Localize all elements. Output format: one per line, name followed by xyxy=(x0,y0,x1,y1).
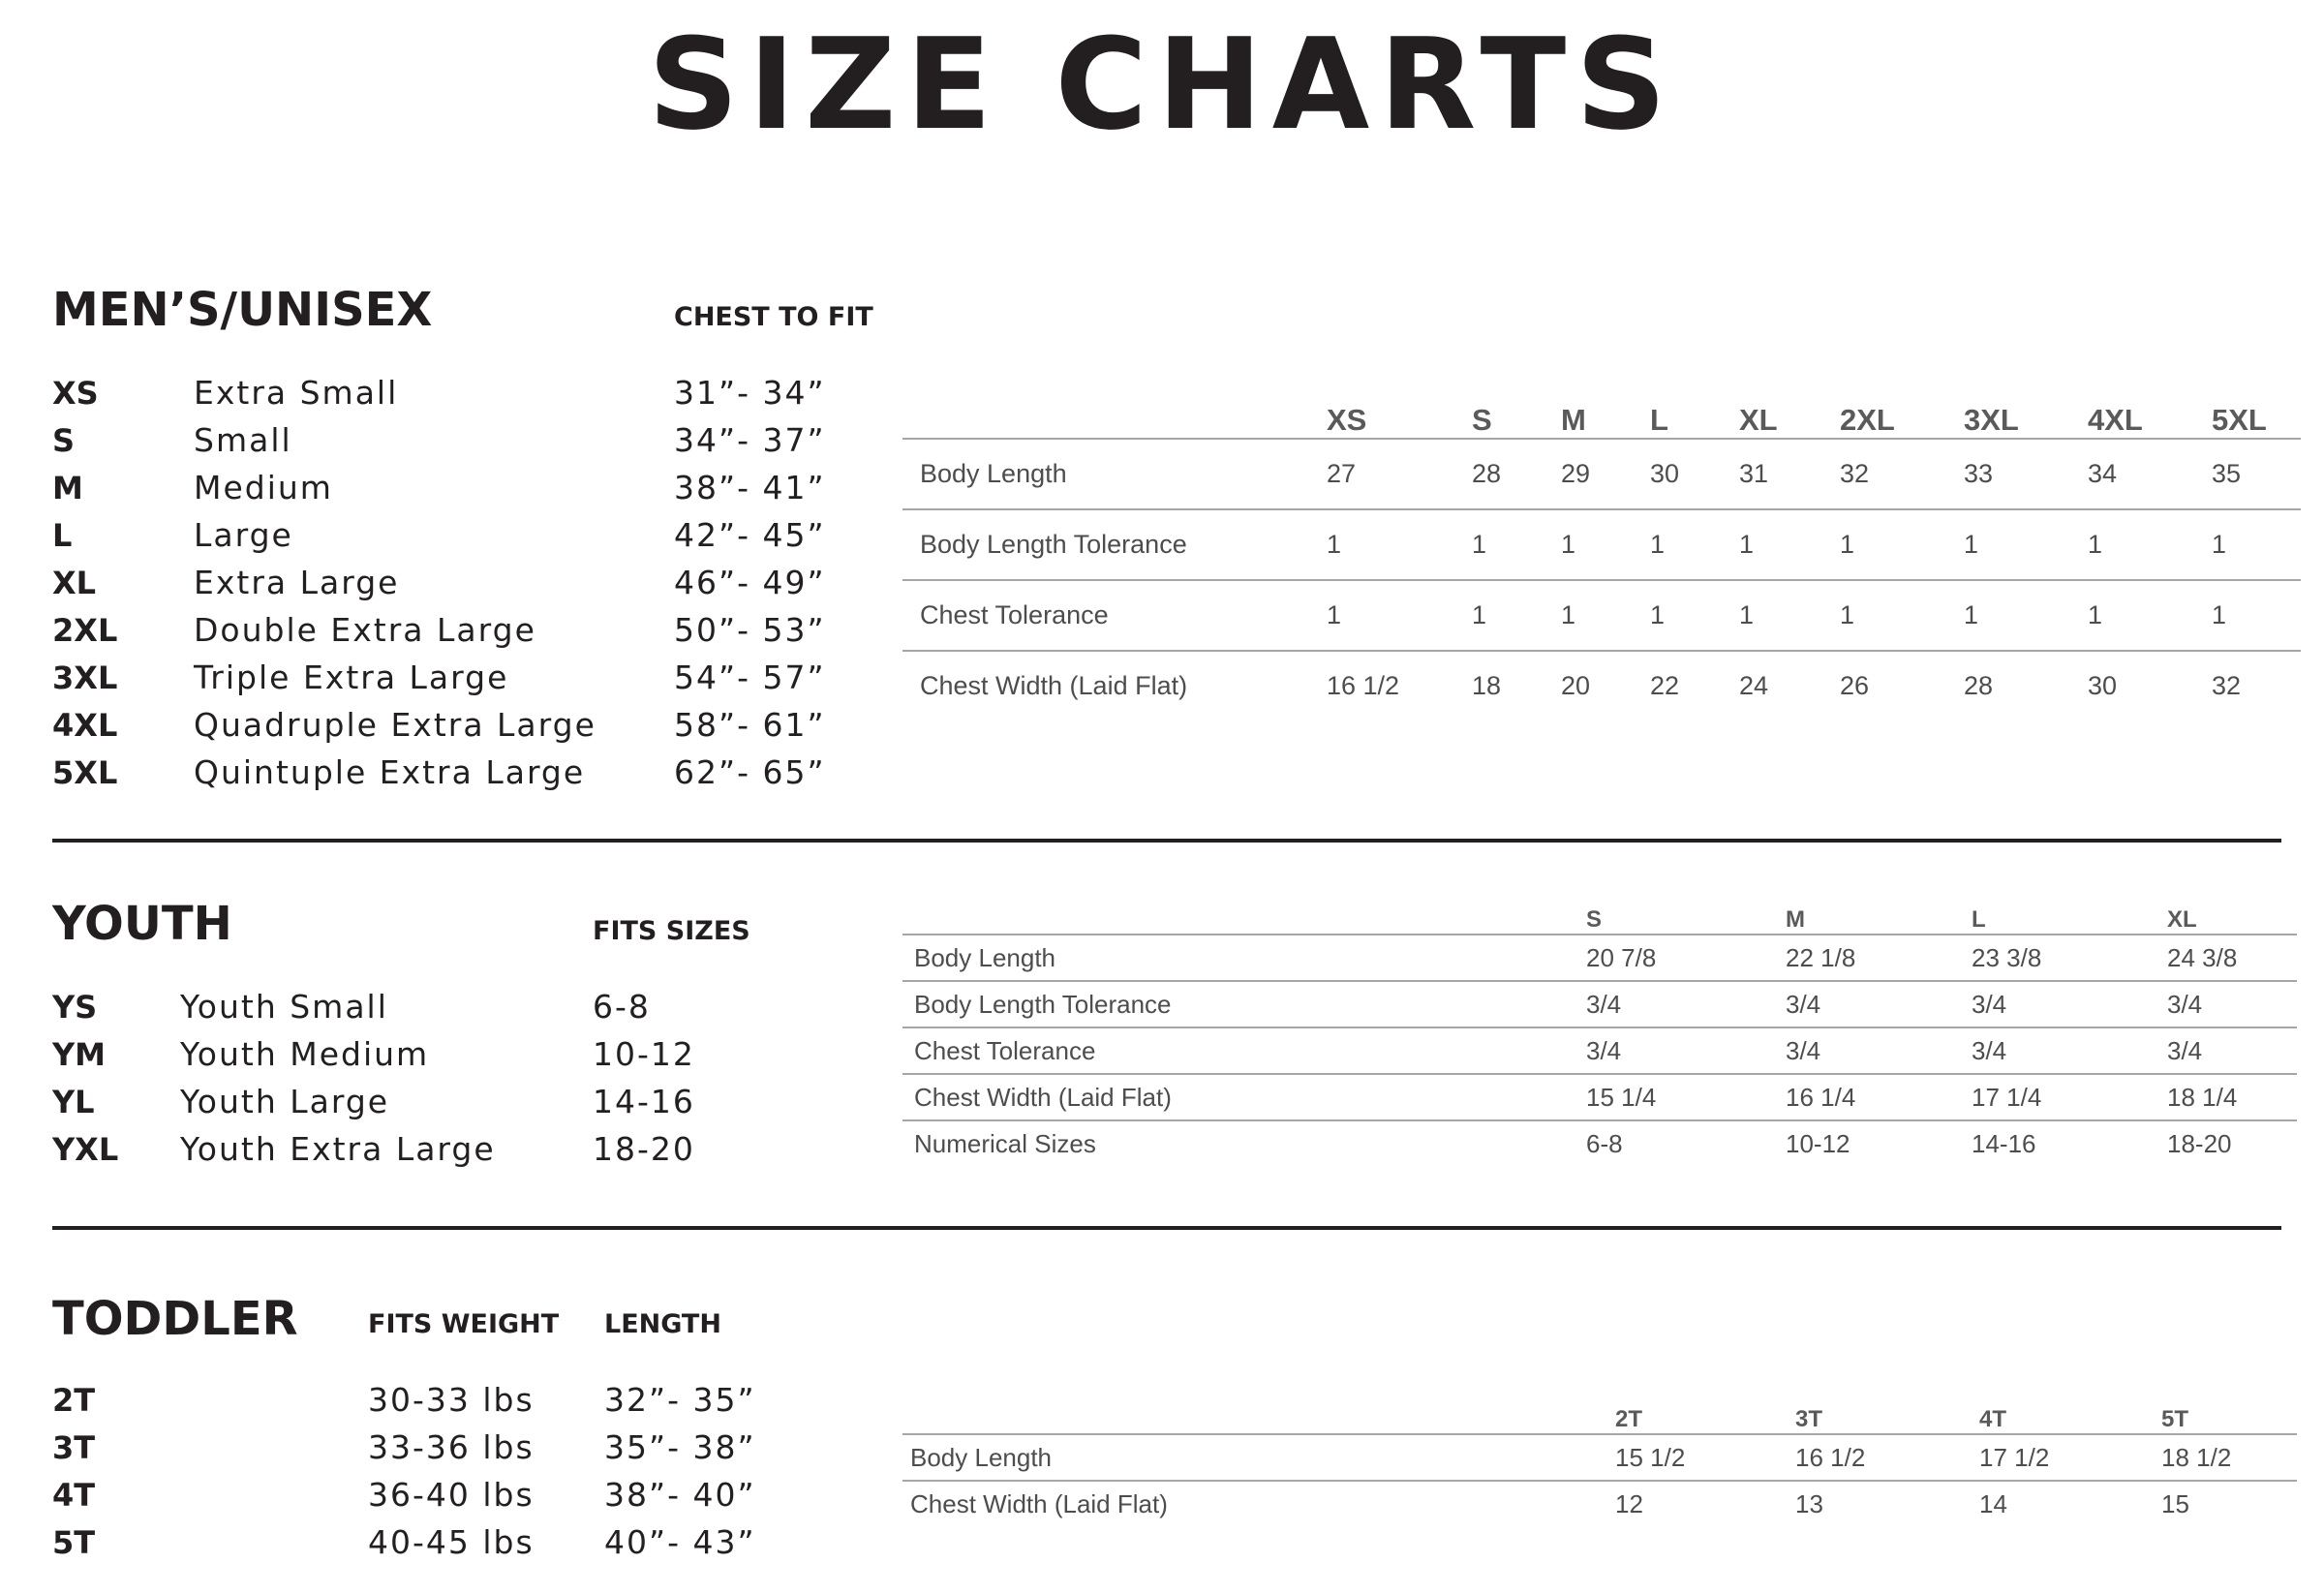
table-cell: 13 xyxy=(1795,1481,1979,1526)
row-label: Chest Tolerance xyxy=(902,1027,1586,1074)
chest-range: 38”- 41” xyxy=(674,469,826,506)
row-label: Body Length Tolerance xyxy=(902,509,1327,580)
table-cell: 1 xyxy=(2212,509,2301,580)
size-name: Double Extra Large xyxy=(194,611,536,649)
table-cell: 1 xyxy=(1472,509,1561,580)
size-name: Youth Small xyxy=(180,988,388,1026)
table-cell: 1 xyxy=(1964,580,2088,651)
table-cell: 30 xyxy=(1650,439,1739,509)
table-cell: 1 xyxy=(1561,580,1650,651)
row-label: Body Length xyxy=(902,1434,1615,1481)
size-code: 2XL xyxy=(52,612,118,649)
table-header-cell: M xyxy=(1561,403,1586,437)
table-row xyxy=(902,1434,2297,1481)
table-cell: 16 1/4 xyxy=(1786,1074,1972,1120)
table-cell: 3/4 xyxy=(2167,1027,2297,1074)
chest-range: 50”- 53” xyxy=(674,611,826,649)
table-header-cell: XL xyxy=(1739,403,1778,437)
table-cell: 34 xyxy=(2088,439,2212,509)
size-name: Small xyxy=(194,421,292,459)
toddler-measurements-table xyxy=(902,1398,2297,1526)
table-cell: 28 xyxy=(1964,651,2088,720)
table-cell: 1 xyxy=(1650,509,1739,580)
table-cell: 6-8 xyxy=(1586,1120,1786,1166)
toddler-section-title: TODDLER xyxy=(52,1292,298,1346)
chest-range: 46”- 49” xyxy=(674,564,826,601)
chest-range: 54”- 57” xyxy=(674,659,826,696)
chest-range: 34”- 37” xyxy=(674,421,826,459)
table-cell: 14 xyxy=(1979,1481,2161,1526)
table-header-cell: XL xyxy=(2167,906,2197,933)
list-item xyxy=(52,1474,788,1517)
table-header-cell: 5T xyxy=(2161,1406,2189,1432)
table-cell: 3/4 xyxy=(1786,981,1972,1027)
table-cell: 12 xyxy=(1615,1481,1795,1526)
table-cell: 22 1/8 xyxy=(1786,935,1972,981)
length-range: 35”- 38” xyxy=(604,1428,756,1466)
table-cell: 22 xyxy=(1650,651,1739,720)
list-item xyxy=(52,1379,788,1422)
mens-chest-header: CHEST TO FIT xyxy=(674,302,873,332)
table-cell: 18 xyxy=(1472,651,1561,720)
table-header-cell: S xyxy=(1586,906,1603,933)
table-cell: 3/4 xyxy=(2167,981,2297,1027)
size-name: Youth Medium xyxy=(180,1035,430,1073)
list-item xyxy=(52,467,846,509)
size-code: S xyxy=(52,422,76,459)
table-cell: 18 1/4 xyxy=(2167,1074,2297,1120)
table-cell: 3/4 xyxy=(1786,1027,1972,1074)
table-row xyxy=(902,580,2301,651)
table-header-row xyxy=(902,397,2301,439)
chest-range: 62”- 65” xyxy=(674,753,826,791)
table-row xyxy=(902,981,2297,1027)
row-label: Chest Width (Laid Flat) xyxy=(902,1074,1586,1120)
size-name: Medium xyxy=(194,469,333,506)
size-code: XS xyxy=(52,375,99,412)
row-label: Chest Width (Laid Flat) xyxy=(902,1481,1615,1526)
table-cell: 23 3/8 xyxy=(1972,935,2167,981)
table-cell: 35 xyxy=(2212,439,2301,509)
table-header-cell xyxy=(902,1398,1615,1434)
table-row xyxy=(902,1481,2297,1526)
row-label: Body Length Tolerance xyxy=(902,981,1586,1027)
table-cell: 1 xyxy=(1739,580,1840,651)
table-cell: 24 xyxy=(1739,651,1840,720)
table-header-cell xyxy=(902,397,1327,439)
size-code: XL xyxy=(52,565,97,601)
table-header-cell: 4XL xyxy=(2088,403,2143,437)
row-label: Chest Width (Laid Flat) xyxy=(902,651,1327,720)
size-name: Extra Large xyxy=(194,564,400,601)
table-header-cell: S xyxy=(1472,403,1492,437)
table-header-cell: L xyxy=(1972,906,1986,933)
row-label: Numerical Sizes xyxy=(902,1120,1586,1166)
table-header-cell: 5XL xyxy=(2212,403,2267,437)
size-code: 3XL xyxy=(52,659,118,696)
list-item xyxy=(52,609,846,652)
table-cell: 1 xyxy=(1650,580,1739,651)
size-code: YL xyxy=(52,1084,95,1120)
table-cell: 3/4 xyxy=(1972,981,2167,1027)
mens-measurements-table xyxy=(902,397,2301,720)
table-row xyxy=(902,439,2301,509)
page-title: SIZE CHARTS xyxy=(648,11,1676,158)
list-item xyxy=(52,372,846,414)
table-cell: 32 xyxy=(2212,651,2301,720)
table-cell: 33 xyxy=(1964,439,2088,509)
table-cell: 3/4 xyxy=(1586,1027,1786,1074)
table-row xyxy=(902,651,2301,720)
fits-sizes: 10-12 xyxy=(593,1035,695,1073)
size-code: 3T xyxy=(52,1429,96,1466)
table-cell: 18 1/2 xyxy=(2161,1434,2297,1481)
table-cell: 14-16 xyxy=(1972,1120,2167,1166)
size-name: Quintuple Extra Large xyxy=(194,753,586,791)
toddler-length-header: LENGTH xyxy=(604,1309,721,1339)
size-name: Large xyxy=(194,516,293,554)
length-range: 32”- 35” xyxy=(604,1381,756,1419)
table-header-cell: 3XL xyxy=(1964,403,2019,437)
size-code: 4T xyxy=(52,1477,96,1514)
table-cell: 32 xyxy=(1840,439,1964,509)
table-cell: 17 1/4 xyxy=(1972,1074,2167,1120)
chest-range: 42”- 45” xyxy=(674,516,826,554)
size-code: 2T xyxy=(52,1382,96,1419)
table-cell: 20 7/8 xyxy=(1586,935,1786,981)
table-header-cell: 2T xyxy=(1615,1406,1643,1432)
list-item xyxy=(52,514,846,557)
table-cell: 16 1/2 xyxy=(1795,1434,1979,1481)
fits-weight: 33-36 lbs xyxy=(368,1428,535,1466)
youth-section-title: YOUTH xyxy=(52,897,232,951)
table-row xyxy=(902,1120,2297,1166)
length-range: 40”- 43” xyxy=(604,1523,756,1561)
table-cell: 3/4 xyxy=(1586,981,1786,1027)
table-cell: 26 xyxy=(1840,651,1964,720)
table-header-cell: L xyxy=(1650,403,1668,437)
table-cell: 29 xyxy=(1561,439,1650,509)
table-row xyxy=(902,1074,2297,1120)
list-item xyxy=(52,562,846,604)
table-header-cell: 2XL xyxy=(1840,403,1895,437)
size-code: L xyxy=(52,517,73,554)
row-label: Body Length xyxy=(902,935,1586,981)
mens-section-title: MEN’S/UNISEX xyxy=(52,283,433,337)
table-header-row xyxy=(902,899,2297,935)
youth-measurements-table xyxy=(902,899,2297,1166)
table-cell: 1 xyxy=(1327,580,1472,651)
size-code: 5XL xyxy=(52,754,118,791)
table-cell: 31 xyxy=(1739,439,1840,509)
section-divider xyxy=(52,1226,2281,1230)
list-item xyxy=(52,1128,788,1171)
size-name: Youth Extra Large xyxy=(180,1130,496,1168)
table-cell: 10-12 xyxy=(1786,1120,1972,1166)
list-item xyxy=(52,751,846,794)
section-divider xyxy=(52,839,2281,843)
table-header-row xyxy=(902,1398,2297,1434)
fits-weight: 30-33 lbs xyxy=(368,1381,535,1419)
list-item xyxy=(52,704,846,747)
fits-sizes: 6-8 xyxy=(593,988,651,1026)
table-row xyxy=(902,509,2301,580)
table-cell: 1 xyxy=(2212,580,2301,651)
length-range: 38”- 40” xyxy=(604,1476,756,1514)
table-cell: 1 xyxy=(1964,509,2088,580)
size-code: YS xyxy=(52,989,98,1026)
table-cell: 1 xyxy=(2088,580,2212,651)
table-header-cell: XS xyxy=(1327,403,1367,437)
size-name: Youth Large xyxy=(180,1083,390,1120)
table-cell: 28 xyxy=(1472,439,1561,509)
table-cell: 30 xyxy=(2088,651,2212,720)
fits-sizes: 18-20 xyxy=(593,1130,695,1168)
row-label: Chest Tolerance xyxy=(902,580,1327,651)
fits-sizes: 14-16 xyxy=(593,1083,695,1120)
list-item xyxy=(52,1521,788,1564)
list-item xyxy=(52,1426,788,1469)
list-item xyxy=(52,419,846,462)
table-cell: 1 xyxy=(1472,580,1561,651)
table-row xyxy=(902,935,2297,981)
table-cell: 20 xyxy=(1561,651,1650,720)
size-code: M xyxy=(52,470,83,506)
table-cell: 1 xyxy=(1561,509,1650,580)
list-item xyxy=(52,1081,788,1123)
table-row xyxy=(902,1027,2297,1074)
fits-weight: 36-40 lbs xyxy=(368,1476,535,1514)
youth-fits-header: FITS SIZES xyxy=(593,916,750,946)
size-code: 4XL xyxy=(52,707,118,744)
table-cell: 27 xyxy=(1327,439,1472,509)
table-header-cell: M xyxy=(1786,906,1805,933)
table-cell: 15 1/2 xyxy=(1615,1434,1795,1481)
table-header-cell xyxy=(902,899,1586,935)
size-name: Quadruple Extra Large xyxy=(194,706,596,744)
table-cell: 17 1/2 xyxy=(1979,1434,2161,1481)
table-cell: 15 xyxy=(2161,1481,2297,1526)
table-cell: 1 xyxy=(1840,580,1964,651)
table-cell: 1 xyxy=(1327,509,1472,580)
size-name: Triple Extra Large xyxy=(194,659,509,696)
table-cell: 1 xyxy=(1840,509,1964,580)
size-code: 5T xyxy=(52,1524,96,1561)
list-item xyxy=(52,1033,788,1076)
table-cell: 18-20 xyxy=(2167,1120,2297,1166)
table-cell: 1 xyxy=(1739,509,1840,580)
list-item xyxy=(52,986,788,1028)
chest-range: 31”- 34” xyxy=(674,374,826,412)
list-item xyxy=(52,657,846,699)
table-header-cell: 3T xyxy=(1795,1406,1823,1432)
size-code: YM xyxy=(52,1036,107,1073)
fits-weight: 40-45 lbs xyxy=(368,1523,535,1561)
table-header-cell: 4T xyxy=(1979,1406,2007,1432)
table-cell: 1 xyxy=(2088,509,2212,580)
table-cell: 16 1/2 xyxy=(1327,651,1472,720)
chest-range: 58”- 61” xyxy=(674,706,826,744)
toddler-weight-header: FITS WEIGHT xyxy=(368,1309,560,1339)
table-cell: 15 1/4 xyxy=(1586,1074,1786,1120)
size-code: YXL xyxy=(52,1131,119,1168)
size-name: Extra Small xyxy=(194,374,399,412)
row-label: Body Length xyxy=(902,439,1327,509)
table-cell: 24 3/8 xyxy=(2167,935,2297,981)
table-cell: 3/4 xyxy=(1972,1027,2167,1074)
